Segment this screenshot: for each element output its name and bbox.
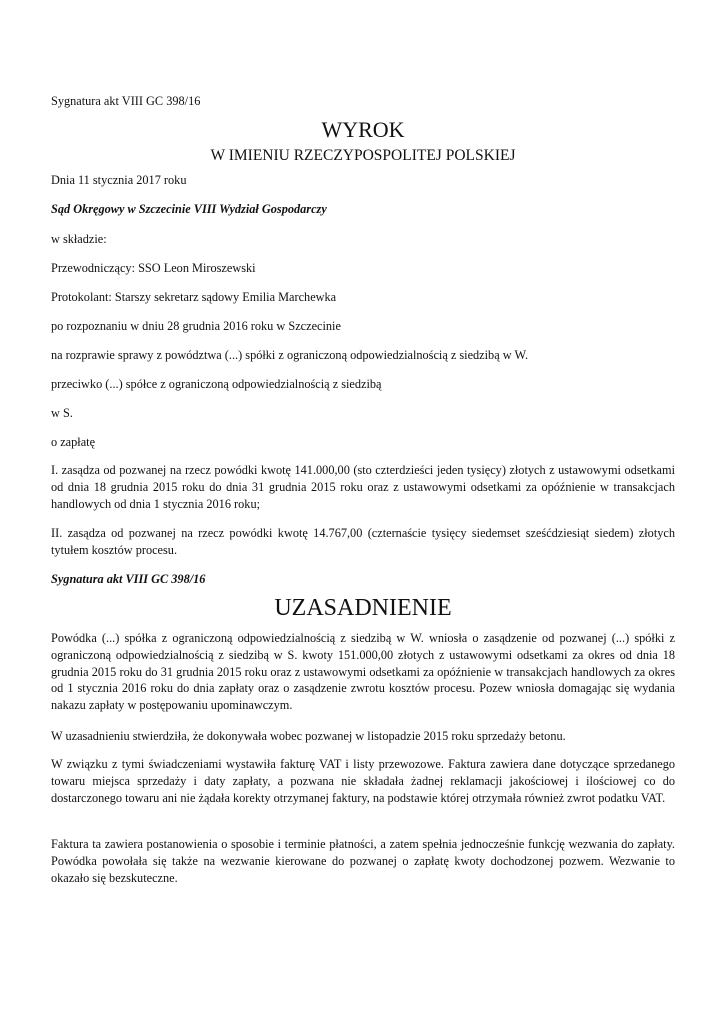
- justification-title: UZASADNIENIE: [274, 595, 452, 621]
- defendant-info: przeciwko (...) spółce z ograniczoną odpowiedzialnością z siedzibą: [51, 377, 382, 391]
- case-subject: o zapłatę: [51, 435, 96, 449]
- judgment-subtitle: W IMIENIU RZECZYPOSPOLITEJ POLSKIEJ: [210, 147, 516, 164]
- judgment-date: Dnia 11 stycznia 2017 roku: [51, 173, 187, 187]
- justification-paragraph-1: Powódka (...) spółka z ograniczoną odpowiedzialnością z siedzibą w W. wniosła o zasądzenie od pozwanej (...) spółki z ograniczoną odpowiedzialnością z siedzibą w S. kwoty 151.000,00 złotych z ustawowymi odsetkami za okres od dnia 18 grudnia 2015 roku do 31 grudnia 2015 roku oraz z ustawowymi odsetkami za opóźnienie w transakcjach handlowych za okres od 1 stycznia 2016 roku do dnia zapłaty oraz o zasądzenie zwrotu kosztów procesu. Pozew wniosła domagając się wydania nakazu zapłaty w postępowaniu upominawczym.: [51, 631, 675, 713]
- justification-paragraph-3: W związku z tymi świadczeniami wystawiła fakturę VAT i listy przewozowe. Faktura zawiera dane dotyczące sprzedanego towaru miejsca sprzedaży i daty zapłaty, a pozwana nie składała żadnej reklamacji jakościowej i ilościowej co do dostarczonego towaru ani nie żądała korekty otrzymanej faktury, na podstawie której otrzymała również zwrot podatku VAT.: [51, 757, 675, 805]
- verdict-point-1: I. zasądza od pozwanej na rzecz powódki kwotę 141.000,00 (sto czterdzieści jeden tysięcy) złotych z ustawowymi odsetkami od dnia 18 grudnia 2015 roku do dnia 31 grudnia 2015 roku oraz z ustawowymi odsetkami za opóźnienie w transakcjach handlowych od dnia 1 stycznia 2016 roku;: [51, 463, 675, 511]
- verdict-point-2: II. zasądza od pozwanej na rzecz powódki kwotę 14.767,00 (czternaście tysięcy siedemset sześćdziesiąt siedem) złotych tytułem kosztów procesu.: [51, 526, 675, 557]
- court-name: Sąd Okręgowy w Szczecinie VIII Wydział Gospodarczy: [51, 202, 327, 216]
- presiding-judge: Przewodniczący: SSO Leon Miroszewski: [51, 261, 256, 275]
- justification-paragraph-4: Faktura ta zawiera postanowienia o sposobie i terminie płatności, a zatem spełnia jednocześnie funkcję wezwania do zapłaty. Powódka powołała się także na wezwanie kierowane do pozwanej o zapłatę kwoty dochodzonej pozwem. Wezwanie to okazało się bezskuteczne.: [51, 837, 675, 885]
- court-clerk: Protokolant: Starszy sekretarz sądowy Emilia Marchewka: [51, 290, 337, 304]
- judgment-title: WYROK: [321, 117, 405, 142]
- justification-paragraph-2: W uzasadnieniu stwierdziła, że dokonywała wobec pozwanej w listopadzie 2015 roku sprzedaży betonu.: [51, 729, 566, 743]
- justification-signature: Sygnatura akt VIII GC 398/16: [51, 572, 206, 586]
- composition-label: w składzie:: [51, 232, 107, 246]
- defendant-seat: w S.: [51, 406, 73, 420]
- case-signature: Sygnatura akt VIII GC 398/16: [51, 94, 201, 108]
- plaintiff-info: na rozprawie sprawy z powództwa (...) spółki z ograniczoną odpowiedzialnością z siedzibą w W.: [51, 348, 529, 362]
- hearing-info: po rozpoznaniu w dniu 28 grudnia 2016 roku w Szczecinie: [51, 319, 341, 333]
